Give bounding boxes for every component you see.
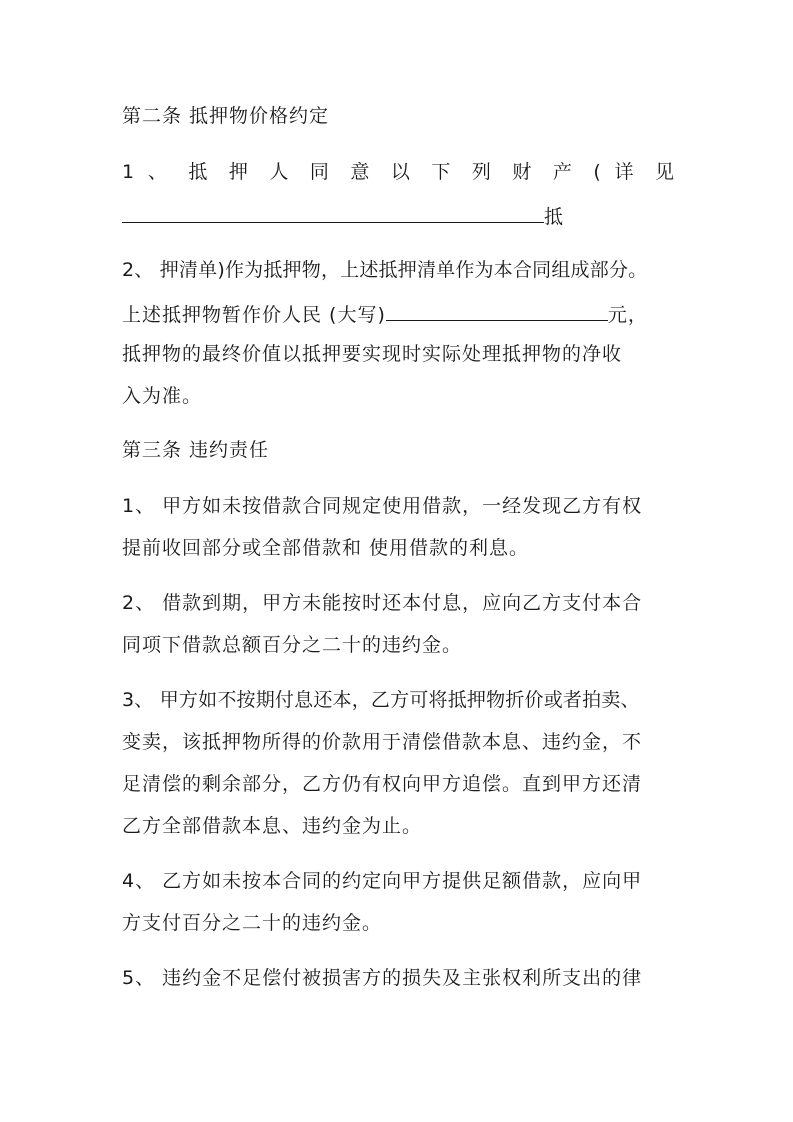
article-3-item-5-line-1: 5、 违约金不足偿付被损害方的损失及主张权利所支出的律 — [122, 967, 643, 989]
article-2-item-2-line-4: 入为准。 — [122, 385, 203, 407]
article-2-heading: 第二条 抵押物价格约定 — [122, 105, 330, 127]
article-3-item-3-line-3: 足清偿的剩余部分，乙方仍有权向甲方追偿。直到甲方还清 — [122, 773, 643, 795]
amount-blank-underline — [386, 300, 608, 321]
article-2-item-2-line-3: 抵押物的最终价值以抵押要实现时实际处理抵押物的净收 — [122, 343, 623, 365]
article-3-item-2-line-2: 同项下借款总额百分之二十的违约金。 — [122, 634, 463, 656]
article-3-item-3-line-1: 3、 甲方如不按期付息还本，乙方可将抵押物折价或者拍卖、 — [122, 689, 640, 711]
blank-underline — [122, 202, 544, 223]
article-3-item-2-line-1: 2、 借款到期，甲方未能按时还本付息，应向乙方支付本合 — [122, 592, 643, 614]
article-2-item-1-line-2 — [122, 202, 674, 229]
article-2-item-1-line-1: 1 、 抵 押 人 同 意 以 下 列 财 产 ( 详 见 — [122, 161, 674, 183]
article-3-item-1-line-2: 提前收回部分或全部借款和 使用借款的利息。 — [122, 537, 530, 559]
article-2-item-2-line-2-tail: 元， — [607, 304, 648, 326]
article-2-item-2-line-2-head: 上述抵押物暂作价人民 (大写) — [122, 304, 386, 326]
article-3-item-4-line-2: 方支付百分之二十的违约金。 — [122, 912, 383, 934]
article-3-item-4-line-1: 4、 乙方如未按本合同的约定向甲方提供足额借款，应向甲 — [122, 870, 643, 892]
article-3-item-3-line-4: 乙方全部借款本息、违约金为止。 — [122, 815, 423, 837]
article-2-item-1-line-2-tail: 抵 — [544, 206, 565, 228]
article-3-heading: 第三条 违约责任 — [122, 439, 270, 461]
article-2-item-2-line-2 — [122, 300, 674, 327]
article-3-item-1-line-1: 1、 甲方如未按借款合同规定使用借款，一经发现乙方有权 — [122, 495, 643, 517]
article-3-item-3-line-2: 变卖，该抵押物所得的价款用于清偿借款本息、违约金，不 — [122, 731, 643, 753]
article-2-item-2-line-1: 2、 押清单)作为抵押物，上述抵押清单作为本合同组成部分。 — [122, 259, 648, 281]
